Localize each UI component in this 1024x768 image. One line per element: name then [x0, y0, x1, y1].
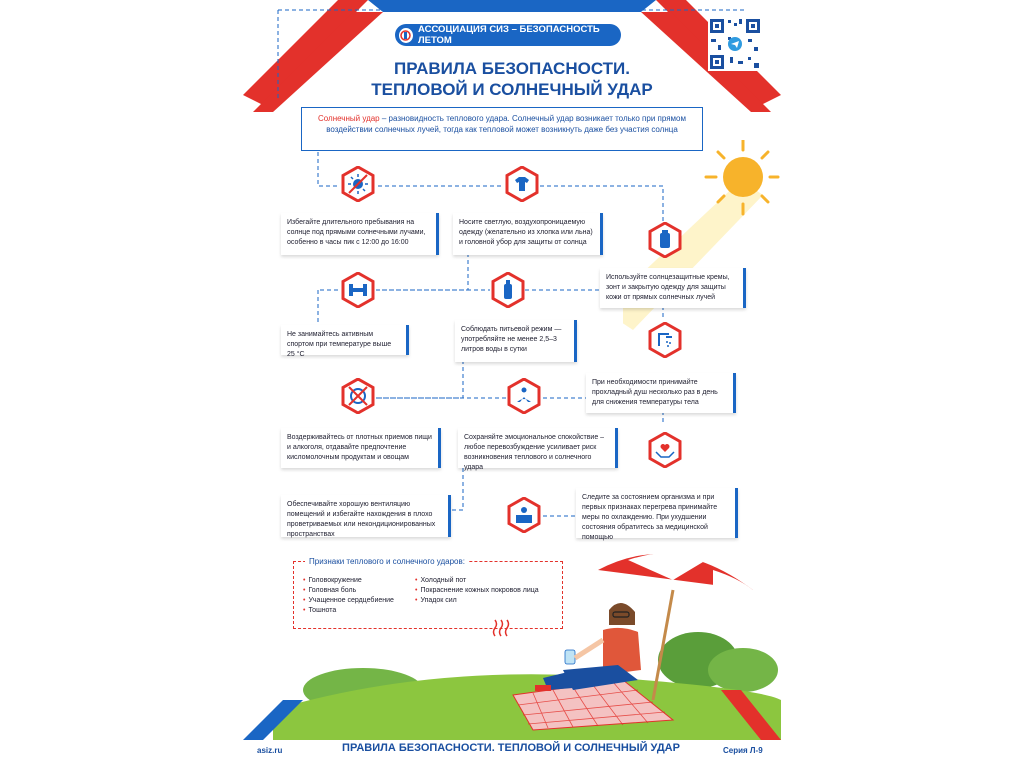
picnic-illustration — [243, 540, 781, 740]
tip-text: При необходимости принимайте прохладный душ несколько раз в день для снижения температуры тела — [592, 379, 718, 406]
tip-text: Обеспечивайте хорошую вентиляцию помещений и избегайте нахождения в плохо проветриваемых или некондиционированных пространствах — [287, 501, 436, 538]
tip-text: Используйте солнцезащитные кремы, зонт и закрытую одежду для защиты кожи от прямых солнечных лучей — [606, 274, 730, 301]
intro-line-2: воздействии солнечных лучей, тогда как тепловой может возникнуть даже без участия солнца — [326, 125, 678, 134]
sunscreen-hex-icon — [647, 222, 683, 258]
tip-text: Следите за состоянием организма и при первых признаках перегрева принимайте меры по охлаждению. При ухудшении состояния обратитесь за медицинской помощью — [582, 494, 718, 541]
tip-card — [576, 488, 738, 541]
tip-card — [586, 373, 736, 413]
dumbbell-hex-icon — [340, 272, 376, 308]
footer-url[interactable]: asiz.ru — [257, 746, 283, 755]
symptom-item: • Холодный пот — [415, 576, 539, 586]
tip-text: Сохраняйте эмоциональное спокойствие – любое перевозбуждение усиливает риск возникновения теплового и солнечного удара — [464, 434, 605, 471]
page-title-line-2: ТЕПЛОВОЙ И СОЛНЕЧНЫЙ УДАР — [371, 80, 653, 99]
safety-poster — [243, 0, 781, 768]
symptom-item: • Покраснение кожных покровов лица — [415, 586, 539, 596]
plate-hex-icon — [340, 378, 376, 414]
tip-card — [600, 268, 746, 308]
association-badge — [395, 24, 621, 46]
tip-text: Соблюдать питьевой режим — употребляйте не менее 2,5–3 литров воды в сутки — [461, 326, 562, 353]
symptom-item: • Упадок сил — [415, 596, 539, 606]
sun-protection-hex-icon — [340, 166, 376, 202]
tip-text: Не занимайтесь активным спортом при температуре выше 25 °С — [287, 331, 392, 358]
intro-highlight: Солнечный удар — [317, 114, 380, 123]
tip-card — [281, 325, 409, 358]
clothes-hex-icon — [504, 166, 540, 202]
heart-hands-hex-icon — [647, 432, 683, 468]
tip-card — [453, 213, 603, 255]
symptom-item: • Тошнота — [303, 606, 394, 616]
tip-card — [455, 320, 577, 362]
symptom-item: • Головная боль — [303, 586, 394, 596]
symptoms-title: Признаки теплового и солнечного ударов: — [305, 557, 469, 566]
meditation-hex-icon — [506, 378, 542, 414]
tip-text: Избегайте длительного пребывания на солнце под прямыми солнечными лучами, особенно в часы пик с 12:00 до 16:00 — [287, 219, 426, 246]
footer-series: Серия Л-9 — [723, 746, 763, 755]
tip-card — [281, 495, 451, 537]
ventilation-hex-icon — [506, 497, 542, 533]
tip-card — [281, 428, 441, 468]
shower-hex-icon — [647, 322, 683, 358]
tip-text: Носите светлую, воздухопроницаемую одежду (желательно из хлопка или льна) и головной убор для защиты от солнца — [459, 219, 593, 246]
page-title-line-1: ПРАВИЛА БЕЗОПАСНОСТИ. — [394, 59, 630, 78]
footer-title: ПРАВИЛА БЕЗОПАСНОСТИ. ТЕПЛОВОЙ И СОЛНЕЧНЫЙ УДАР — [342, 742, 680, 754]
symptom-item: • Головокружение — [303, 576, 394, 586]
association-logo-icon — [399, 28, 413, 43]
tip-text: Воздерживайтесь от плотных приемов пищи и алкоголя, отдавайте предпочтение кисломолочным продуктам и овощам — [287, 434, 432, 461]
intro-line-1: – разновидность теплового удара. Солнечный удар возникает только при прямом — [379, 114, 686, 123]
symptom-item: • Учащенное сердцебиение — [303, 596, 394, 606]
tip-card — [281, 213, 439, 255]
tip-card — [458, 428, 618, 471]
water-bottle-hex-icon — [490, 272, 526, 308]
association-name: АССОЦИАЦИЯ СИЗ – БЕЗОПАСНОСТЬ ЛЕТОМ — [417, 24, 600, 46]
